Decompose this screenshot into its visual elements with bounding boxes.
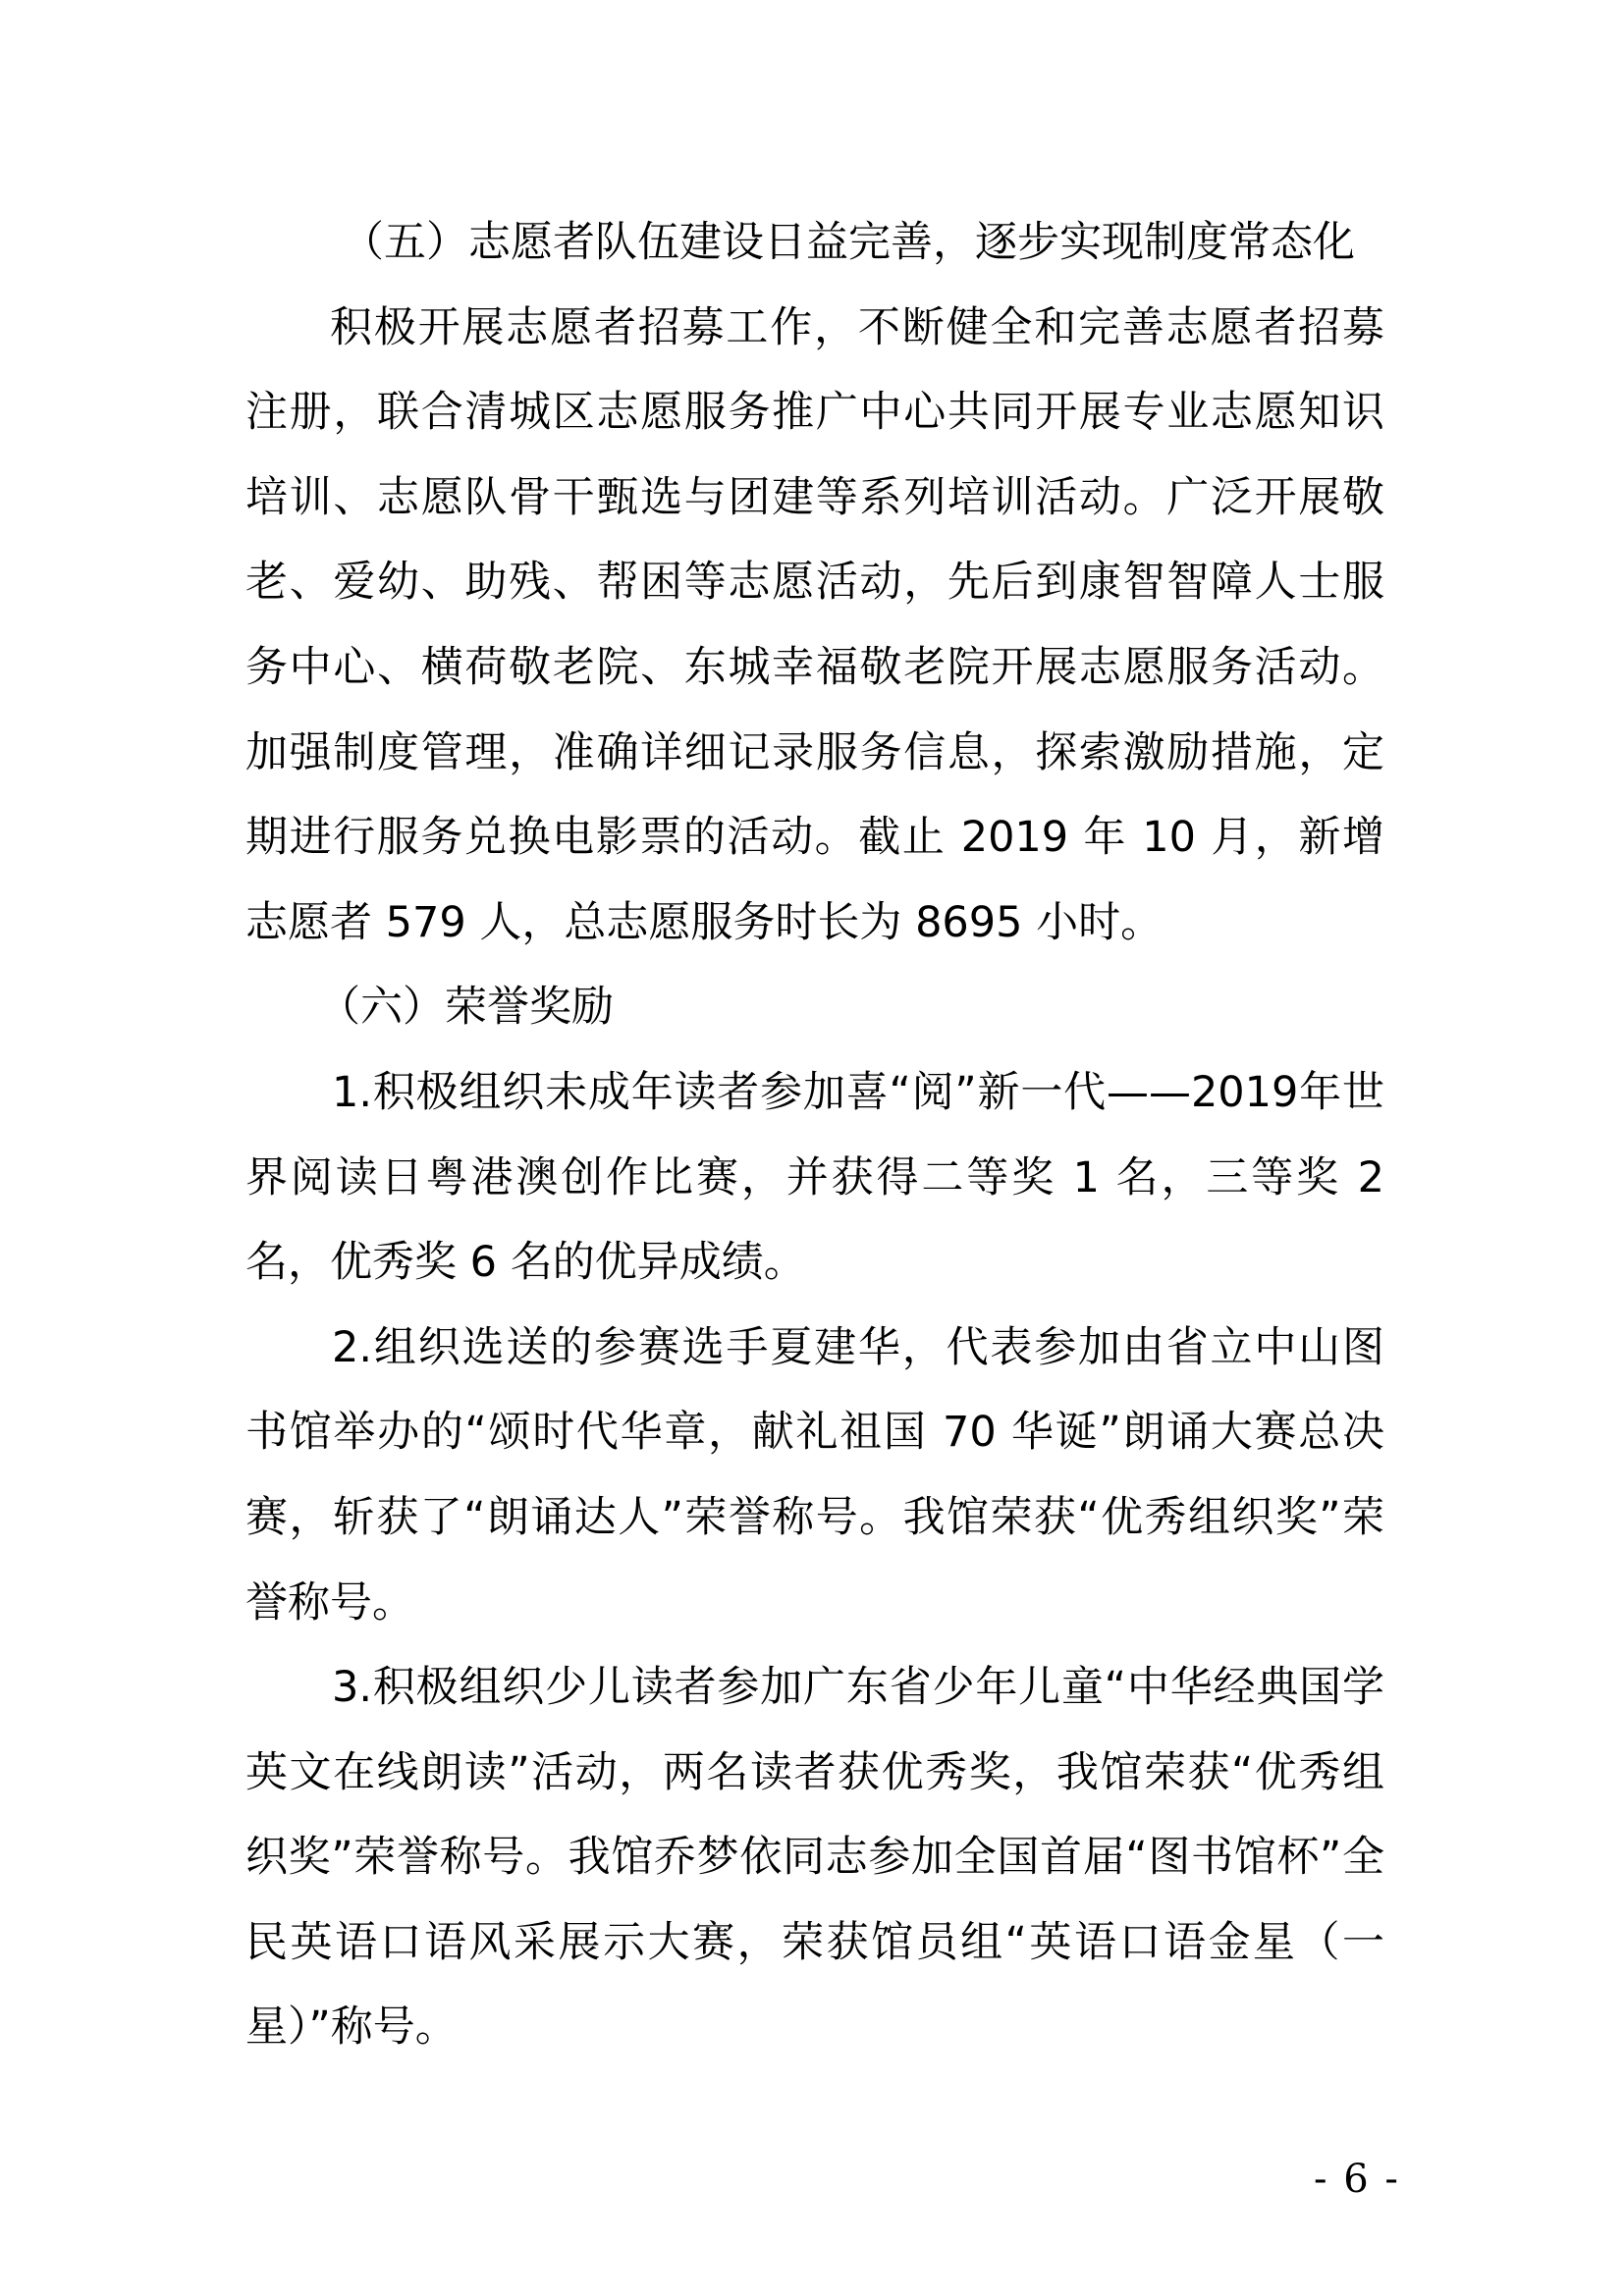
award-item-2: 2.组织选送的参赛选手夏建华，代表参加由省立中山图书馆举办的“颂时代华章，献礼祖国 70 华诞”朗诵大赛总决赛，斩获了“朗诵达人”荣誉称号。我馆荣获“优秀组织奖”荣誉称号。 xyxy=(245,1322,1384,1628)
award-item-1: 1.积极组织未成年读者参加喜“阅”新一代——2019年世界阅读日粤港澳创作比赛，并获得二等奖 1 名，三等奖 2 名，优秀奖 6 名的优异成绩。 xyxy=(245,1067,1384,1288)
section-six-heading: （六）荣誉奖励 xyxy=(318,983,614,1033)
award-item-3: 3.积极组织少儿读者参加广东省少年儿童“中华经典国学英文在线朗读”活动，两名读者获优秀奖，我馆荣获“优秀组织奖”荣誉称号。我馆乔梦依同志参加全国首届“图书馆杯”全民英语口语风采展示大赛，荣获馆员组“英语口语金星（一星）”称号。 xyxy=(245,1663,1384,2053)
section-five-heading: （五）志愿者队伍建设日益完善，逐步实现制度常态化 xyxy=(342,218,1355,267)
page-number: - 6 - xyxy=(1314,2157,1400,2202)
section-five-paragraph: 积极开展志愿者招募工作，不断健全和完善志愿者招募注册，联合清城区志愿服务推广中心共同开展专业志愿知识培训、志愿队骨干甄选与团建等系列培训活动。广泛开展敬老、爱幼、助残、帮困等志愿活动，先后到康智智障人士服务中心、横荷敬老院、东城幸福敬老院开展志愿服务活动。加强制度管理，准确详细记录服务信息，探索激励措施，定期进行服务兑换电影票的活动。截止 2019 年 10 月，新增志愿者 579 人，总志愿服务时长为 8695 小时。 xyxy=(245,302,1384,947)
body-text xyxy=(245,200,1384,2070)
